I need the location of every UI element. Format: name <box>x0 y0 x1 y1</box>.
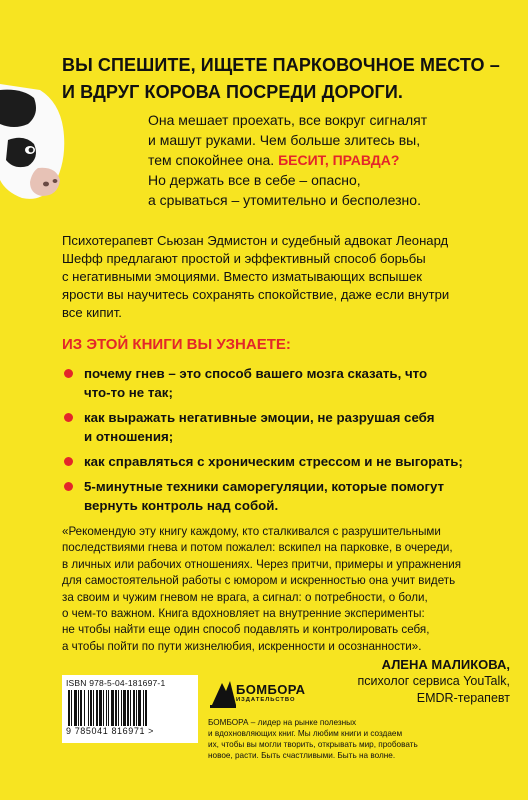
paragraph-line: Психотерапевт Сьюзан Эдмистон и судебный адвокат Леонард <box>62 233 449 248</box>
quote-line: не чтобы найти еще один способ подавлять и контролировать себя, <box>62 623 430 637</box>
barcode-bar <box>96 690 98 726</box>
list-item-line: и отношения; <box>84 429 174 444</box>
list-item <box>62 452 512 471</box>
intro-line: и машут руками. Чем больше злитесь вы, <box>148 132 421 148</box>
list-item-line: как выражать негативные эмоции, не разрушая себя <box>84 410 435 425</box>
barcode-bar <box>123 690 126 726</box>
paragraph-line: с негативными эмоциями. Вместо изматывающих вспышек <box>62 269 422 284</box>
publisher-logo-name: БОМБОРА <box>236 682 306 697</box>
paragraph-line: ярости вы научитесь сохранять спокойствие, даже если внутри <box>62 287 450 302</box>
barcode-bar <box>133 690 135 726</box>
quote-line: о чем-то важном. Книга вдохновляет на внутренние эксперименты: <box>62 607 425 621</box>
quote-line: в личных или рабочих отношениях. Через притчи, примеры и упражнения <box>62 557 461 571</box>
section-title: ИЗ ЭТОЙ КНИГИ ВЫ УЗНАЕТЕ: <box>62 336 291 353</box>
author-name: АЛЕНА МАЛИКОВА, <box>381 657 510 672</box>
review-quote <box>62 524 512 655</box>
list-item-line: почему гнев – это способ вашего мозга сказать, что <box>84 366 428 381</box>
paragraph-line: Шефф предлагают простой и эффективный способ борьбы <box>62 251 426 266</box>
barcode-bar <box>111 690 114 726</box>
paragraph-line: все кипит. <box>62 305 122 320</box>
bullet-dot-icon <box>64 457 73 466</box>
list-item-line: как справляться с хроническим стрессом и не выгорать; <box>84 454 463 469</box>
list-item <box>62 364 512 402</box>
barcode-bar <box>106 690 107 726</box>
isbn-text: ISBN 978-5-04-181697-1 <box>66 678 166 688</box>
bullet-list <box>62 364 512 521</box>
barcode-bar <box>118 690 119 726</box>
description-paragraph <box>62 232 502 322</box>
barcode-bar <box>121 690 122 726</box>
barcode-bar <box>78 690 79 726</box>
quote-line: а чтобы пойти по пути жизнелюбия, искренности и осознанности». <box>62 639 422 653</box>
quote-line: за своим и чужим гневом не врага, а сигнал: о потребности, о боли, <box>62 590 428 604</box>
publisher-note-line: БОМБОРА – лидер на рынке полезных <box>208 718 357 727</box>
author-role: психолог сервиса YouTalk, <box>357 674 510 688</box>
barcode-bar <box>93 690 94 726</box>
barcode-bar <box>71 690 72 726</box>
barcode-bar <box>136 690 137 726</box>
quote-line: последствиями гнева и потом пожалел: вскипел на парковке, в очереди, <box>62 541 453 555</box>
headline-line: И ВДРУГ КОРОВА ПОСРЕДИ ДОРОГИ. <box>62 82 404 102</box>
publisher-logo-subtitle: ИЗДАТЕЛЬСТВО <box>236 697 296 703</box>
barcode-bar <box>84 690 85 726</box>
bullet-dot-icon <box>64 413 73 422</box>
headline <box>62 52 512 106</box>
list-item <box>62 477 512 515</box>
intro-text <box>148 110 518 210</box>
barcode-bar <box>80 690 82 726</box>
bullet-dot-icon <box>64 482 73 491</box>
intro-line: Она мешает проехать, все вокруг сигналят <box>148 112 428 128</box>
publisher-note <box>208 717 458 761</box>
barcode-bar <box>115 690 117 726</box>
list-item-line: 5-минутные техники саморегуляции, которые помогут <box>84 479 445 494</box>
intro-line <box>148 150 518 170</box>
cow-illustration <box>0 84 66 202</box>
list-item-line: вернуть контроль над собой. <box>84 498 279 513</box>
author-role: EMDR-терапевт <box>416 691 510 705</box>
barcode-bar <box>143 690 144 726</box>
barcode-bar <box>108 690 109 726</box>
intro-line: а срываться – утомительно и бесполезно. <box>148 192 421 208</box>
intro-accent: БЕСИТ, ПРАВДА? <box>278 152 400 168</box>
barcode-bar <box>130 690 131 726</box>
barcode <box>66 690 194 726</box>
barcode-bar <box>99 690 102 726</box>
list-item <box>62 408 512 446</box>
barcode-bar <box>68 690 70 726</box>
barcode-bar <box>103 690 104 726</box>
list-item-line: что-то не так; <box>84 385 173 400</box>
bullet-dot-icon <box>64 369 73 378</box>
intro-line: Но держать все в себе – опасно, <box>148 172 361 188</box>
barcode-bar <box>145 690 147 726</box>
barcode-bar <box>127 690 129 726</box>
barcode-bar <box>88 690 89 726</box>
barcode-bar <box>90 690 92 726</box>
barcode-block <box>62 675 198 743</box>
headline-line: ВЫ СПЕШИТЕ, ИЩЕТЕ ПАРКОВОЧНОЕ МЕСТО – <box>62 55 500 75</box>
publisher-note-line: и вдохновляющих книг. Мы любим книги и создаем <box>208 729 403 738</box>
quote-line: «Рекомендую эту книгу каждому, кто сталкивался с разрушительными <box>62 525 441 538</box>
barcode-bar <box>138 690 141 726</box>
barcode-digits: 9 785041 816971 > <box>66 726 155 736</box>
barcode-bar <box>74 690 77 726</box>
quote-line: для самостоятельной работы с юмором и искренностью она учит видеть <box>62 574 456 588</box>
publisher-note-line: новое, расти. Быть счастливыми. Быть на волне. <box>208 751 396 760</box>
publisher-note-line: их, чтобы вы могли творить, открывать мир, пробовать <box>208 740 418 749</box>
intro-text-span: тем спокойнее она. <box>148 152 275 168</box>
